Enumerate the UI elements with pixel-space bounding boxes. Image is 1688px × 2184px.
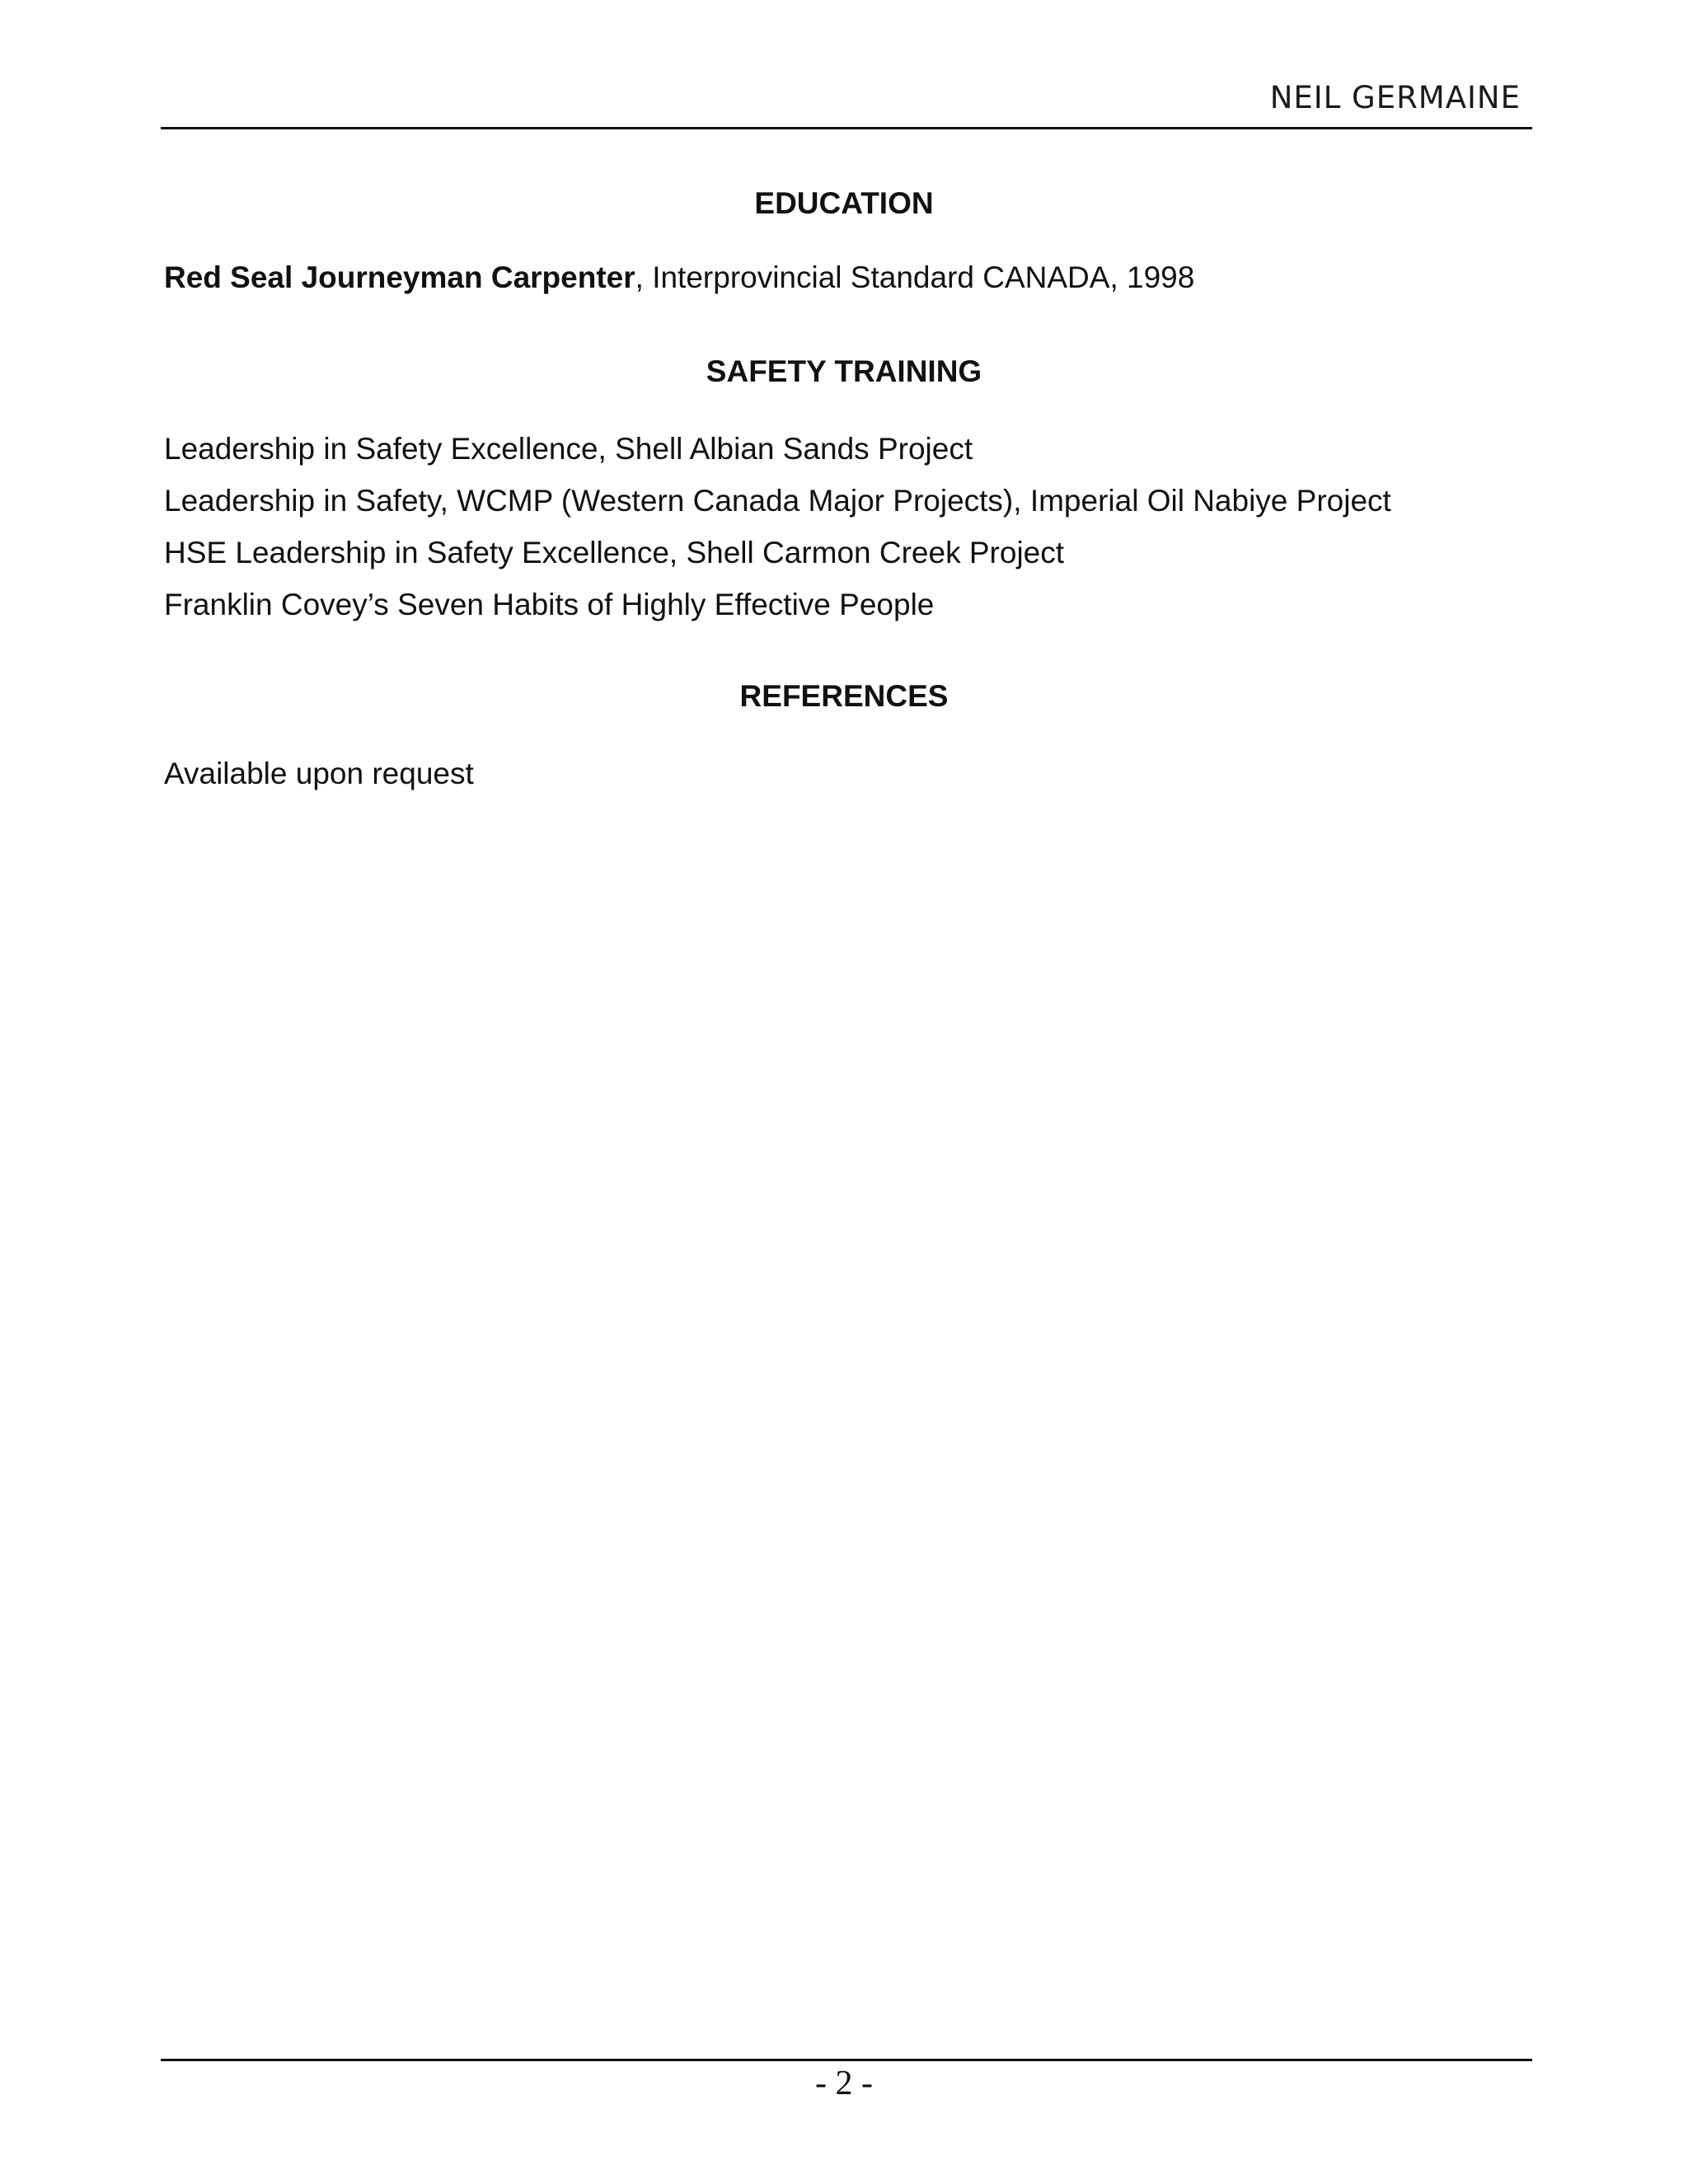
safety-training-item: HSE Leadership in Safety Excellence, Shell Carmon Creek Project	[164, 536, 1065, 569]
safety-training-heading: SAFETY TRAINING	[706, 354, 982, 388]
footer-rule	[161, 2059, 1532, 2061]
education-heading: EDUCATION	[754, 186, 934, 220]
safety-training-item: Leadership in Safety Excellence, Shell Albian Sands Project	[164, 432, 973, 466]
header-rule	[161, 127, 1532, 129]
references-heading: REFERENCES	[739, 679, 949, 713]
references-text: Available upon request	[164, 757, 474, 790]
education-details: , Interprovincial Standard CANADA, 1998	[635, 260, 1195, 294]
education-entry	[164, 260, 1194, 295]
header-name: NEIL GERMAINE	[1269, 80, 1521, 115]
safety-training-item: Franklin Covey’s Seven Habits of Highly Effective People	[164, 588, 935, 621]
safety-training-item: Leadership in Safety, WCMP (Western Canada Major Projects), Imperial Oil Nabiye Project	[164, 484, 1391, 518]
education-credential: Red Seal Journeyman Carpenter	[164, 260, 635, 294]
page-number: - 2 -	[815, 2064, 873, 2102]
